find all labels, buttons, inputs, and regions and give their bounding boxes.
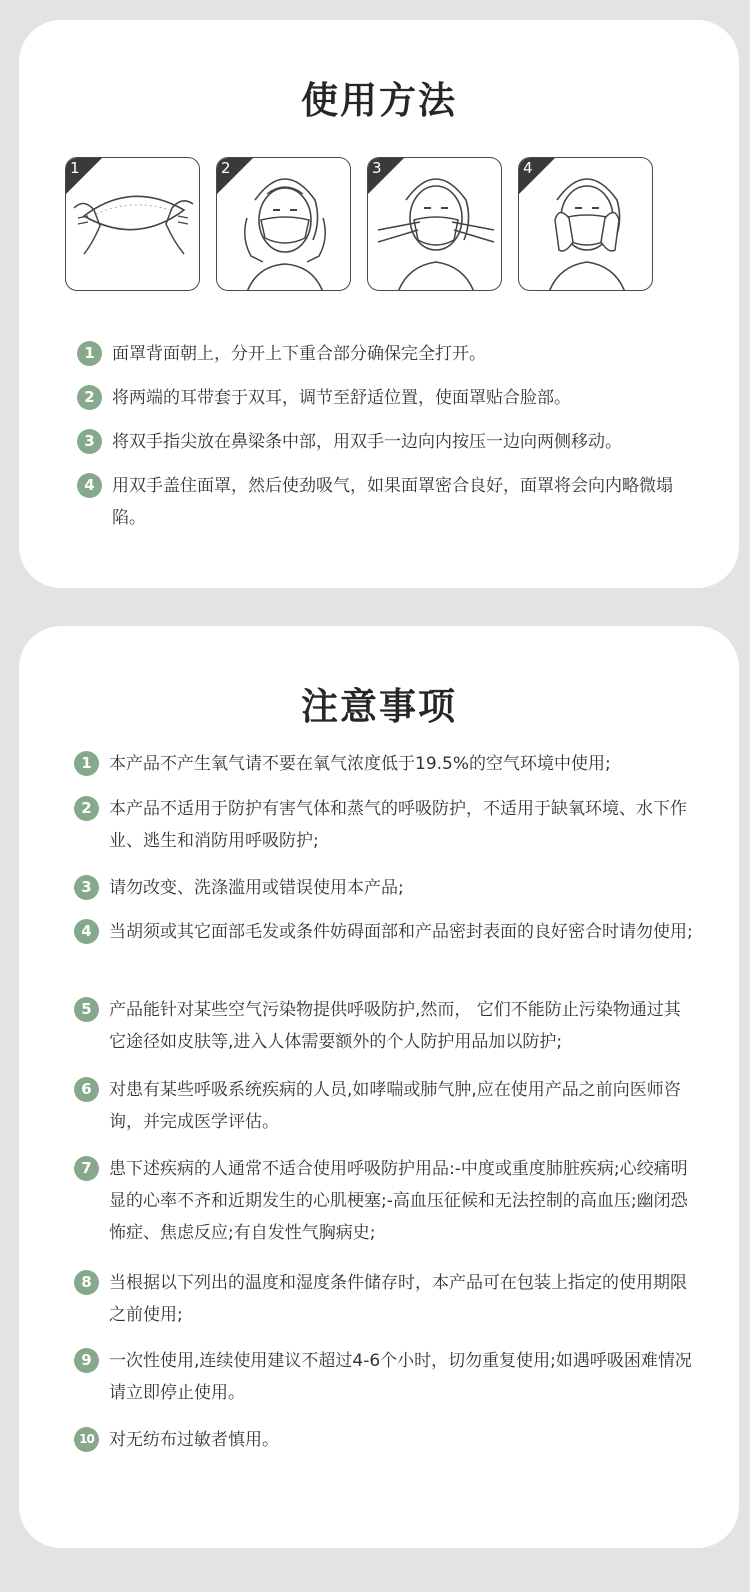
step-2-illustration [216, 157, 351, 291]
number-badge: 7 [74, 1156, 99, 1181]
step-3-number: 3 [372, 159, 382, 177]
item-text: 将两端的耳带套于双耳，调节至舒适位置，使面罩贴合脸部。 [112, 388, 571, 408]
number-badge: 5 [74, 997, 99, 1022]
number-badge: 10 [74, 1427, 99, 1452]
mask-open-icon [66, 158, 200, 291]
step-2-number: 2 [221, 159, 231, 177]
number-badge: 8 [74, 1270, 99, 1295]
number-badge: 2 [77, 385, 102, 410]
usage-title: 使用方法 [301, 79, 457, 122]
number-badge: 3 [74, 875, 99, 900]
face-nose-press-icon [368, 158, 502, 291]
usage-card [19, 20, 739, 588]
step-4-number: 4 [523, 159, 533, 177]
number-badge: 4 [77, 473, 102, 498]
step-1-illustration [65, 157, 200, 291]
item-text: 一次性使用,连续使用建议不超过4-6个小时，切勿重复使用;如遇呼吸困难情况请立即停止使用。 [109, 1351, 692, 1403]
step-4-illustration [518, 157, 653, 291]
step-1-number: 1 [70, 159, 80, 177]
face-ear-loops-icon [217, 158, 351, 291]
item-text: 用双手盖住面罩，然后使劲吸气，如果面罩密合良好，面罩将会向内略微塌陷。 [112, 476, 673, 528]
item-text: 当胡须或其它面部毛发或条件妨碍面部和产品密封表面的良好密合时请勿使用; [109, 922, 693, 942]
item-text: 对患有某些呼吸系统疾病的人员,如哮喘或肺气肿,应在使用产品之前向医师咨询，并完成医学评估。 [109, 1080, 681, 1132]
number-badge: 6 [74, 1077, 99, 1102]
number-badge: 3 [77, 429, 102, 454]
number-badge: 2 [74, 796, 99, 821]
step-3-illustration [367, 157, 502, 291]
step-illustrations [65, 157, 665, 293]
item-text: 将双手指尖放在鼻梁条中部，用双手一边向内按压一边向两侧移动。 [112, 432, 622, 452]
item-text: 当根据以下列出的温度和湿度条件储存时，本产品可在包装上指定的使用期限之前使用; [109, 1273, 687, 1325]
face-cover-check-icon [519, 158, 653, 291]
item-text: 本产品不产生氧气请不要在氧气浓度低于19.5%的空气环境中使用; [109, 754, 611, 774]
item-text: 请勿改变、洗涤滥用或错误使用本产品; [109, 878, 404, 898]
item-text: 对无纺布过敏者慎用。 [109, 1430, 279, 1450]
number-badge: 4 [74, 919, 99, 944]
number-badge: 1 [74, 751, 99, 776]
notes-title: 注意事项 [301, 685, 457, 728]
notes-card [19, 626, 739, 1548]
item-text: 面罩背面朝上，分开上下重合部分确保完全打开。 [112, 344, 486, 364]
item-text: 本产品不适用于防护有害气体和蒸气的呼吸防护，不适用于缺氧环境、水下作业、逃生和消防用呼吸防护; [109, 799, 687, 851]
item-text: 患下述疾病的人通常不适合使用呼吸防护用品:-中度或重度肺脏疾病;心绞痛明显的心率不齐和近期发生的心肌梗塞;-高血压征候和无法控制的高血压;幽闭恐怖症、焦虑反应;有自发性气胸病史; [109, 1159, 688, 1243]
number-badge: 9 [74, 1348, 99, 1373]
number-badge: 1 [77, 341, 102, 366]
item-text: 产品能针对某些空气污染物提供呼吸防护,然而， 它们不能防止污染物通过其它途径如皮肤等,进入人体需要额外的个人防护用品加以防护; [109, 1000, 681, 1052]
